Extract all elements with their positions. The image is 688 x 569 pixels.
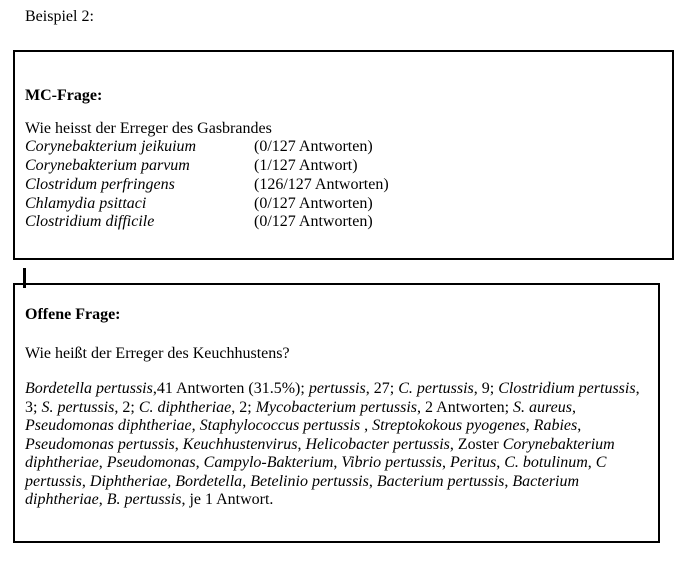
mc-option-votes: (0/127 Antworten)	[254, 213, 373, 231]
answer-count-text: , je 1 Antwort.	[181, 491, 274, 509]
answer-count-text: , 9;	[473, 380, 499, 398]
organism-name: Peritus	[450, 454, 497, 472]
answer-count-text: , 3;	[25, 380, 640, 416]
mc-option-row	[25, 138, 657, 157]
organism-name: Rabies	[533, 417, 578, 435]
organism-name: Pseudomonas	[106, 454, 196, 472]
organism-name: Campylo-Bakterium	[203, 454, 334, 472]
mc-option-votes: (1/127 Antwort)	[254, 157, 358, 175]
organism-name: Staphylococcus pertussis	[199, 417, 365, 435]
organism-name: Clostridium pertussis	[498, 380, 636, 398]
text-cursor-caret	[23, 268, 26, 288]
answer-count-text: ,	[297, 435, 306, 453]
open-answers-paragraph	[25, 380, 640, 510]
organism-name: Pseudomonas pertussis	[25, 435, 175, 453]
answer-count-text: ,	[571, 398, 576, 416]
organism-name: C pertussis	[25, 454, 607, 490]
answer-count-text: ,	[333, 454, 342, 472]
organism-name: pertussis	[308, 380, 366, 398]
organism-name: Pseudomonas diphtheriae	[25, 417, 192, 435]
answer-count-text: , 2;	[114, 398, 139, 416]
mc-question-box	[13, 50, 674, 260]
mc-option-votes: (0/127 Antworten)	[254, 194, 373, 212]
organism-name: Bordetella pertussis	[25, 380, 153, 398]
answer-count-text: ,	[442, 454, 451, 472]
page-title: Beispiel 2:	[25, 8, 94, 25]
organism-name: C. pertussis	[398, 380, 474, 398]
mc-option-name: Clostridum perfringens	[25, 175, 175, 193]
organism-name: Streptokokous pyogenes	[372, 417, 526, 435]
organism-name: Betelinio pertussis	[250, 472, 369, 490]
answer-count-text: ,	[368, 472, 377, 490]
answer-count-text: ,	[195, 454, 204, 472]
mc-box-title: MC-Frage:	[25, 87, 103, 104]
mc-option-row	[25, 176, 657, 195]
organism-name: S. pertussis	[41, 398, 115, 416]
mc-option-row	[25, 195, 657, 214]
answer-count-text: , 2;	[231, 398, 256, 416]
organism-name: Bordetella	[175, 472, 243, 490]
organism-name: C. botulinum	[504, 454, 588, 472]
organism-name: S. aureus	[513, 398, 572, 416]
open-box-title: Offene Frage:	[25, 306, 121, 323]
answer-count-text: , 2 Antworten;	[417, 398, 514, 416]
mc-option-votes: (0/127 Antworten)	[254, 138, 373, 156]
answer-count-text: ,41 Antworten (31.5%);	[152, 380, 309, 398]
mc-option-name: Chlamydia psittaci	[25, 194, 147, 212]
answer-count-text: , Zoster	[449, 435, 503, 453]
answer-count-text: ,	[242, 472, 251, 490]
mc-question-text: Wie heisst der Erreger des Gasbrandes	[25, 119, 272, 137]
organism-name: Keuchhustenvirus	[182, 435, 298, 453]
answer-count-text: ,	[191, 417, 200, 435]
mc-option-votes: (126/127 Antworten)	[254, 175, 389, 193]
answer-count-text: ,	[504, 472, 513, 490]
answer-count-text: ,	[364, 417, 373, 435]
open-question-box	[13, 283, 660, 543]
organism-name: C. diphtheriae	[138, 398, 232, 416]
answer-count-text: ,	[167, 472, 176, 490]
organism-name: Bacterium pertussis	[376, 472, 505, 490]
answer-count-text: ,	[525, 417, 534, 435]
organism-name: Vibrio pertussis	[341, 454, 443, 472]
answer-count-text: ,	[98, 491, 107, 509]
open-question-text: Wie heißt der Erreger des Keuchhustens?	[25, 344, 290, 362]
mc-options-list	[25, 138, 657, 232]
mc-option-row	[25, 213, 657, 232]
organism-name: Diphtheriae	[89, 472, 168, 490]
answer-count-text: ,	[98, 454, 107, 472]
answer-count-text: ,	[81, 472, 90, 490]
organism-name: Mycobacterium pertussis	[255, 398, 418, 416]
answer-count-text: ,	[174, 435, 183, 453]
mc-option-row	[25, 157, 657, 176]
mc-option-name: Corynebakterium parvum	[25, 157, 190, 175]
answer-count-text: ,	[587, 454, 596, 472]
organism-name: Bacterium diphtheriae	[25, 472, 580, 509]
mc-option-name: Corynebakterium jeikuium	[25, 138, 197, 156]
organism-name: Helicobacter pertussis	[305, 435, 450, 453]
answer-count-text: ,	[577, 417, 582, 435]
mc-option-name: Clostridium difficile	[25, 213, 155, 231]
organism-name: Corynebakterium diphtheriae	[25, 435, 615, 472]
answer-count-text: ,	[496, 454, 505, 472]
organism-name: B. pertussis	[106, 491, 182, 509]
answer-count-text: , 27;	[365, 380, 399, 398]
